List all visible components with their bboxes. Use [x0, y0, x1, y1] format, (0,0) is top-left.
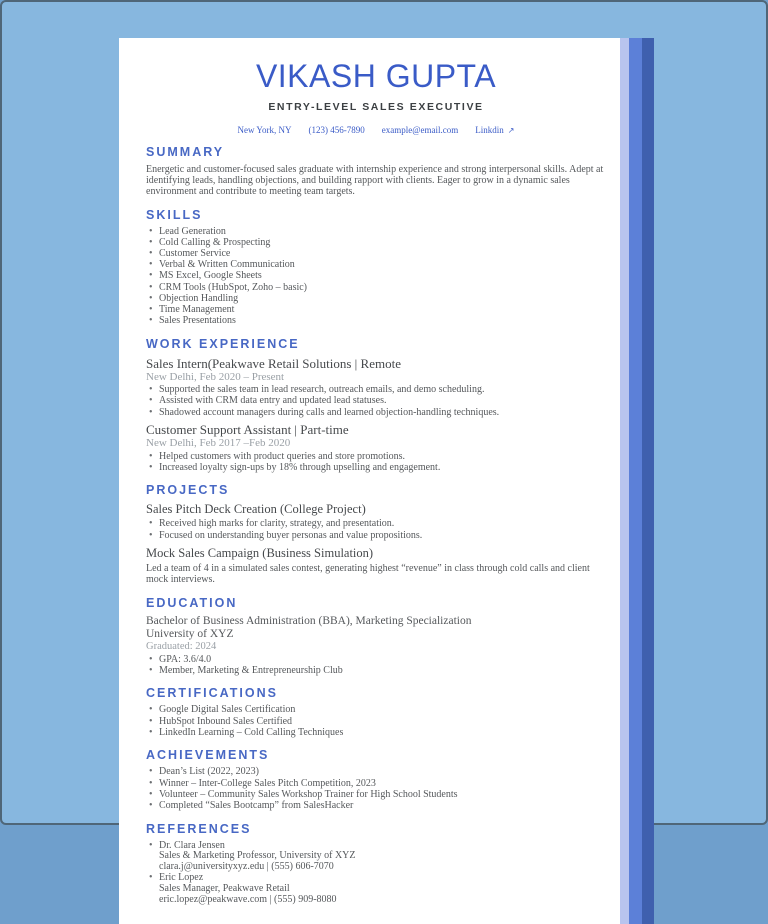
resume-document [119, 38, 654, 924]
contact-email: example@email.com [381, 125, 459, 135]
list-item: • Completed “Sales Bootcamp” from SalesHacker [146, 801, 606, 812]
reference-role: Sales Manager, Peakwave Retail [159, 882, 290, 894]
skills-list [146, 227, 606, 327]
section-education [146, 597, 606, 677]
accent-stripe-medium [629, 38, 642, 924]
list-item: • Increased loyalty sign-ups by 18% through upselling and engagement. [146, 463, 606, 474]
linkedin-link[interactable] [475, 125, 514, 135]
list-item: • Volunteer – Community Sales Workshop Trainer for High School Students [146, 790, 606, 801]
project-entry [146, 502, 606, 541]
project-bullets [146, 519, 606, 541]
list-item: • Verbal & Written Communication [146, 260, 606, 271]
reference-contact: clara.j@universityxyz.edu | (555) 606-7070 [159, 860, 334, 872]
section-heading: EDUCATION [146, 595, 238, 610]
list-item: • Sales Presentations [146, 316, 606, 327]
section-work-experience [146, 338, 606, 474]
contact-location: New York, NY [237, 125, 292, 135]
section-skills [146, 209, 606, 327]
job-bullets [146, 452, 606, 474]
accent-stripe-dark [642, 38, 654, 924]
list-item: • Helped customers with product queries and store promotions. [146, 452, 606, 463]
reference-role: Sales & Marketing Professor, University of XYZ [159, 850, 356, 862]
job-date: New Delhi, Feb 2020 – Present [146, 370, 285, 383]
education-school: University of XYZ [146, 627, 234, 640]
section-heading: PROJECTS [146, 483, 230, 498]
contact-phone: (123) 456-7890 [308, 125, 365, 135]
list-item: • Assisted with CRM data entry and updated lead statuses. [146, 396, 606, 407]
linkedin-link-label: Linkdin [475, 125, 504, 135]
list-item: • HubSpot Inbound Sales Certified [146, 717, 606, 728]
education-degree: Bachelor of Business Administration (BBA), Marketing Specialization [146, 614, 472, 627]
list-item: • Received high marks for clarity, strategy, and presentation. [146, 519, 606, 530]
list-item: • Focused on understanding buyer personas and value propositions. [146, 531, 606, 542]
candidate-title: ENTRY-LEVEL SALES EXECUTIVE [268, 101, 484, 113]
list-item: • MS Excel, Google Sheets [146, 271, 606, 282]
section-summary [146, 146, 606, 198]
section-heading: ACHIEVEMENTS [146, 748, 270, 763]
reference-name: • Eric Lopez [159, 872, 204, 884]
achievements-list [146, 767, 606, 811]
list-item: • CRM Tools (HubSpot, Zoho – basic) [146, 283, 606, 294]
certifications-list [146, 705, 606, 738]
summary-text: Energetic and customer-focused sales graduate with internship experience and strong interpersonal skills. Adept at identifying leads, handling objections, and building rapport with clients. Eager to grow in a dynamic sales environment and contribute to meeting team targets. [146, 164, 604, 198]
list-item: • Cold Calling & Prospecting [146, 238, 606, 249]
education-bullets [146, 655, 606, 677]
reference-entry [146, 873, 606, 905]
section-projects [146, 484, 606, 585]
project-title: Sales Pitch Deck Creation (College Project) [146, 502, 366, 517]
section-references [146, 823, 606, 906]
section-heading: CERTIFICATIONS [146, 686, 278, 701]
list-item: • Time Management [146, 305, 606, 316]
list-item: • Customer Service [146, 249, 606, 260]
section-certifications [146, 687, 606, 738]
accent-stripe-light [620, 38, 629, 924]
section-heading: REFERENCES [146, 821, 252, 836]
list-item: • LinkedIn Learning – Cold Calling Techniques [146, 728, 606, 739]
list-item: • Objection Handling [146, 294, 606, 305]
reference-contact: eric.lopez@peakwave.com | (555) 909-8080 [159, 893, 337, 905]
section-achievements [146, 749, 606, 811]
section-heading: SUMMARY [146, 145, 225, 159]
resume-page [119, 38, 620, 924]
external-link-icon: ↗ [507, 126, 515, 135]
project-title: Mock Sales Campaign (Business Simulation) [146, 546, 374, 561]
job-title: Sales Intern(Peakwave Retail Solutions | Remote [146, 355, 401, 371]
list-item: • Dean’s List (2022, 2023) [146, 767, 606, 778]
resume-header [146, 58, 606, 135]
project-description: Led a team of 4 in a simulated sales contest, generating highest “revenue” in class through cold calls and client mock interviews. [146, 563, 590, 586]
list-item: • Member, Marketing & Entrepreneurship Club [146, 666, 606, 677]
reference-entry [146, 841, 606, 873]
job-date: New Delhi, Feb 2017 –Feb 2020 [146, 437, 291, 450]
job-bullets [146, 385, 606, 418]
contact-row [146, 125, 606, 135]
list-item: • Shadowed account managers during calls and learned objection-handling techniques. [146, 408, 606, 419]
section-heading: SKILLS [146, 207, 203, 222]
reference-name: • Dr. Clara Jensen [159, 839, 225, 851]
education-graduated: Graduated: 2024 [146, 640, 217, 652]
project-entry [146, 546, 606, 585]
candidate-name: VIKASH GUPTA [255, 58, 497, 94]
job-title: Customer Support Assistant | Part-time [146, 422, 349, 438]
list-item: • Google Digital Sales Certification [146, 705, 606, 716]
list-item: • Winner – Inter-College Sales Pitch Competition, 2023 [146, 779, 606, 790]
list-item: • Lead Generation [146, 227, 606, 238]
list-item: • Supported the sales team in lead research, outreach emails, and demo scheduling. [146, 385, 606, 396]
section-heading: WORK EXPERIENCE [146, 336, 300, 351]
list-item: • GPA: 3.6/4.0 [146, 655, 606, 666]
job-entry [146, 422, 606, 473]
job-entry [146, 356, 606, 418]
